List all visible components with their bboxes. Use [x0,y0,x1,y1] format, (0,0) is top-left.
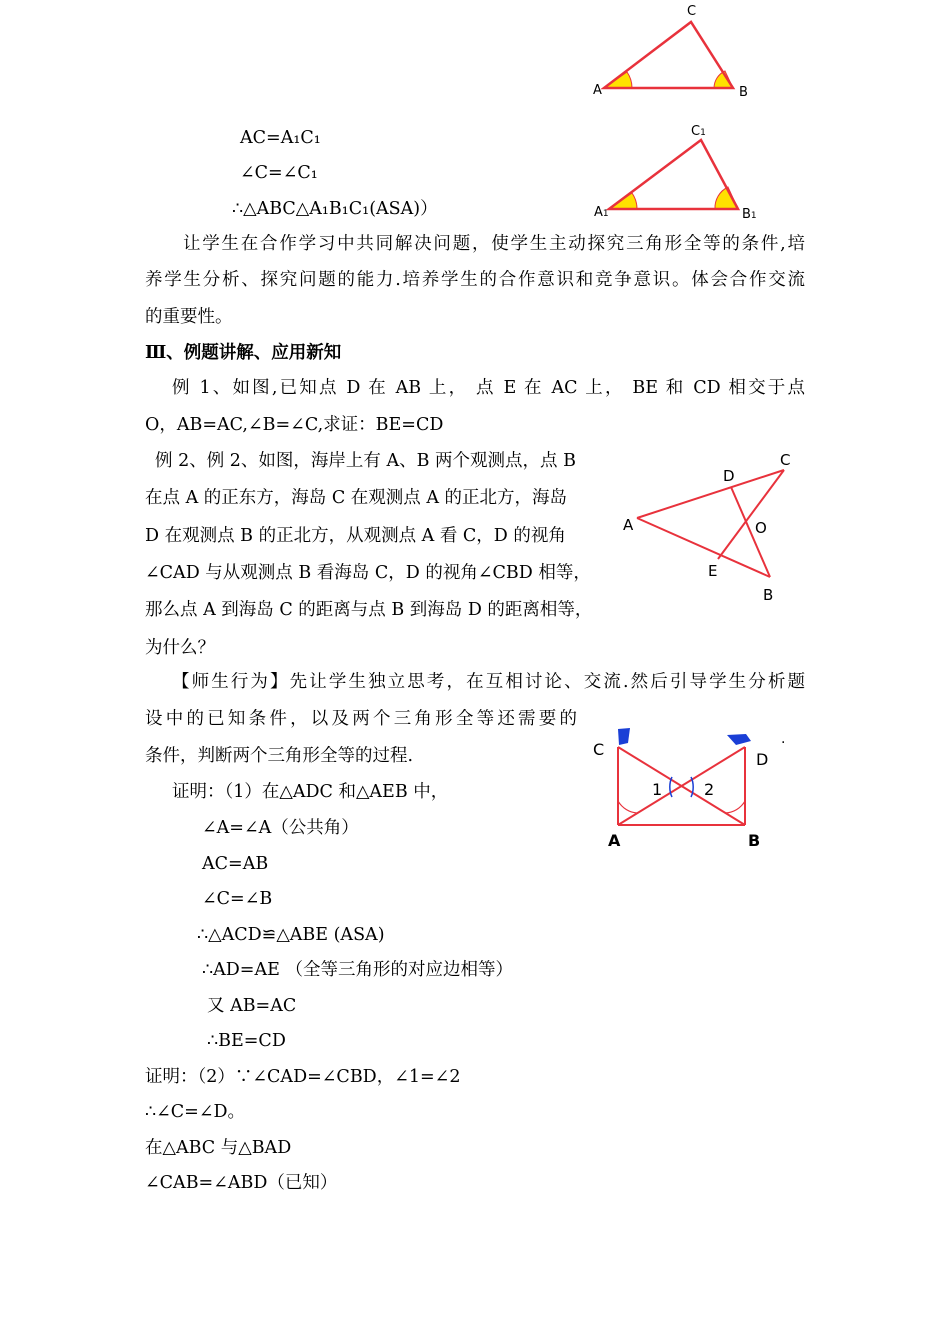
section-heading: Ⅲ、例题讲解、应用新知 [145,343,342,363]
example2-line: D 在观测点 B 的正北方，从观测点 A 看 C，D 的视角 [145,526,566,546]
label-a: A [593,83,602,98]
proof2-line: ∴∠C=∠D。 [145,1102,246,1122]
proof1-line: AC=AB [202,854,269,874]
label-dot: · [781,735,786,751]
label-c: C [687,4,697,19]
proof2-line: ∠CAB=∠ABD（已知） [145,1173,338,1193]
example2-line: 那么点 A 到海岛 C 的距离与点 B 到海岛 D 的距离相等， [145,600,593,620]
island-c-flag [618,728,630,745]
proof1-line: ∴AD=AE （全等三角形的对应边相等） [202,960,513,980]
example1-line: O，AB=AC,∠B=∠C,求证：BE=CD [145,415,444,435]
island-d-flag [727,734,751,745]
line-angle-c: ∠C=∠C₁ [240,163,318,183]
example2-line: 为什么？ [145,638,215,658]
label-e: E [708,562,718,580]
label-b: B [739,85,748,100]
label-o: O [755,519,767,537]
label-b1: B1 [742,207,757,222]
example2-line: ∠CAD 与从观测点 B 看海岛 C，D 的视角∠CBD 相等， [145,563,591,583]
label-a: A [608,831,621,850]
proof1-line: ∠A=∠A（公共角） [202,818,359,838]
label-1: 1 [652,780,663,799]
proof1-line: ∠C=∠B [202,889,273,909]
proof2-line: 在△ABC 与△BAD [145,1138,292,1158]
proof2-line: 证明：（2）∵∠CAD=∠CBD，∠1=∠2 [145,1067,461,1087]
paragraph-line: 让学生在合作学习中共同解决问题，使学生主动探究三角形全等的条件,培 [183,234,805,254]
example2-figure [590,725,800,855]
example1-figure [620,445,820,605]
line-ac-eq: AC=A₁C₁ [240,128,321,148]
paragraph-line: 的重要性。 [145,307,233,327]
example2-line: 例 2、例 2、如图，海岸上有 A、B 两个观测点，点 B [155,451,576,471]
label-b: B [748,831,761,850]
angle-cad-arc [618,801,638,813]
proof1-line: ∴△ACD≌△ABE (ASA) [197,925,385,945]
teacher-line: 条件，判断两个三角形全等的过程. [145,746,414,766]
proof1-line: ∴BE=CD [207,1031,286,1051]
proof1-line: 证明：（1）在△ADC 和△AEB 中， [172,782,449,802]
teacher-line: 【师生行为】先让学生独立思考，在互相讨论、交流.然后引导学生分析题 [172,672,805,692]
angle-b1-mark [715,187,738,209]
example1-line: 例 1、如图,已知点 D 在 AB 上， 点 E 在 AC 上， BE 和 CD 相交于点 [172,378,805,398]
angle-cbd-arc [725,801,745,813]
triangle-abc-figure [585,0,785,110]
label-d: D [756,750,769,769]
paragraph-line: 养学生分析、探究问题的能力.培养学生的合作意识和竞争意识。体会合作交流 [145,270,805,290]
example2-line: 在点 A 的正东方，海岛 C 在观测点 A 的正北方，海岛 [145,488,568,508]
label-c: C [780,451,791,469]
triangle-a1b1c1-figure [585,120,785,230]
label-c1: C1 [691,124,706,139]
segment-ac [637,470,784,518]
proof1-line: 又 AB=AC [207,996,297,1016]
teacher-line: 设中的已知条件，以及两个三角形全等还需要的 [145,709,577,729]
label-a1: A1 [594,205,609,220]
label-2: 2 [704,780,715,799]
label-a: A [623,516,634,534]
label-b: B [763,586,774,604]
segment-ab [637,518,770,577]
label-d: D [723,467,735,485]
label-c: C [593,740,605,759]
line-conclusion-asa: ∴△ABC△A₁B₁C₁(ASA)） [232,199,438,219]
